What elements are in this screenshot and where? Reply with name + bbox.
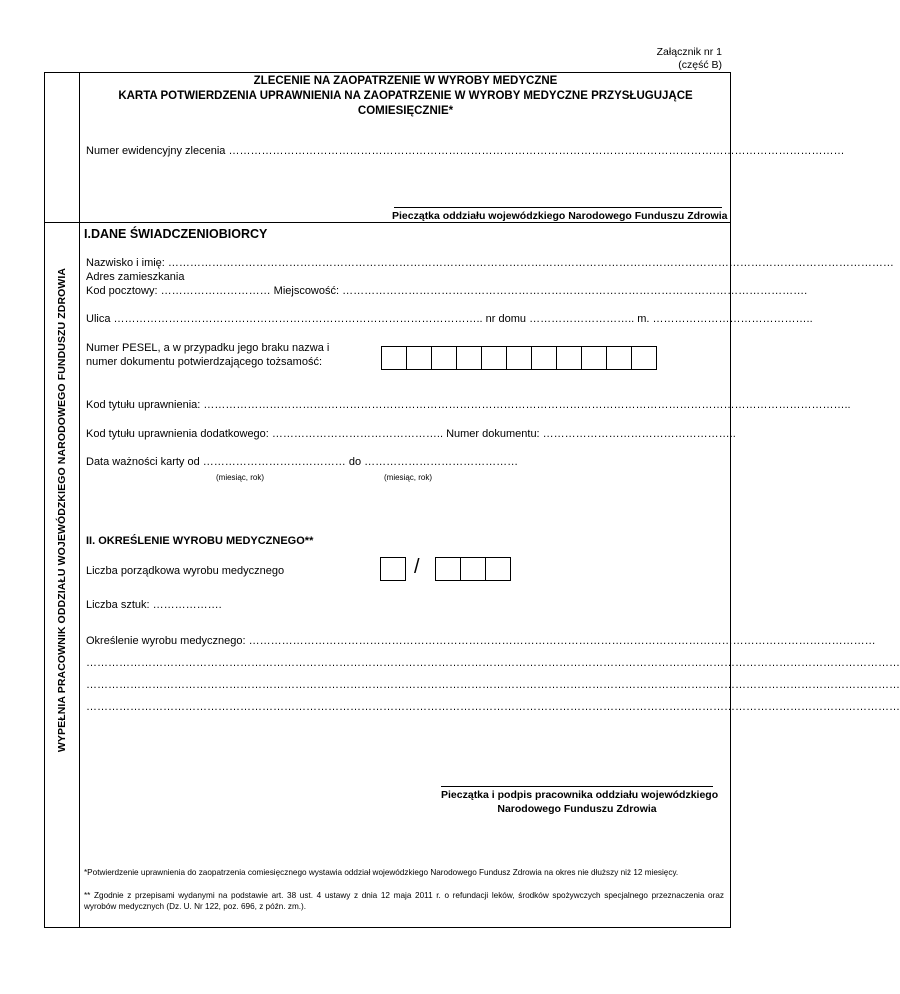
ordinal-box-left[interactable] <box>380 557 406 581</box>
name-field[interactable]: Nazwisko i imię: ……………………………………………………………………………………………………………………………………………………………………………… <box>86 257 894 269</box>
pesel-label-1: Numer PESEL, a w przypadku jego braku nazwa i <box>86 342 330 354</box>
pesel-box[interactable] <box>606 346 632 370</box>
signature-label-1: Pieczątka i podpis pracownika oddziału wojewódzkiego <box>441 789 719 801</box>
pesel-box[interactable] <box>481 346 507 370</box>
address-label: Adres zamieszkania <box>86 271 185 283</box>
title-order: ZLECENIE NA ZAOPATRZENIE W WYROBY MEDYCZNE <box>253 75 558 87</box>
postal-city-field[interactable]: Kod pocztowy: ………………………… Miejscowość: ………………………………………………………………………………………………………………. <box>86 285 808 297</box>
pesel-box[interactable] <box>531 346 557 370</box>
signature-label-2: Narodowego Funduszu Zdrowia <box>497 803 657 815</box>
section2-heading: II. OKREŚLENIE WYROBU MEDYCZNEGO** <box>86 535 314 547</box>
annex-number: Załącznik nr 1 <box>656 46 722 58</box>
quantity-field[interactable]: Liczba sztuk: ………………. <box>86 599 222 611</box>
ordinal-label: Liczba porządkowa wyrobu medycznego <box>86 565 285 577</box>
ordinal-box[interactable] <box>380 557 406 581</box>
extra-entitlement-field[interactable]: Kod tytułu uprawnienia dodatkowego: ……………………………………….. Numer dokumentu: …………………………………………….. <box>86 428 736 440</box>
title-card: KARTA POTWIERDZENIA UPRAWNIENIA NA ZAOPATRZENIE W WYROBY MEDYCZNE PRZYSŁUGUJĄCE <box>118 90 693 102</box>
device-spec-line-3[interactable]: …………………………………………………………………………………………………………………………………………………………………………………………………… <box>86 679 900 691</box>
pesel-box[interactable] <box>381 346 407 370</box>
pesel-box[interactable] <box>506 346 532 370</box>
title-monthly: COMIESIĘCZNIE* <box>357 105 454 117</box>
section-divider <box>80 222 731 223</box>
ordinal-box[interactable] <box>485 557 511 581</box>
stamp-line <box>394 207 722 208</box>
pesel-box[interactable] <box>406 346 432 370</box>
side-label: WYPEŁNIA PRACOWNIK ODDZIAŁU WOJEWÓDZKIEGO NARODOWEGO FUNDUSZU ZDROWIA <box>56 267 68 753</box>
month-year-hint-to: (miesiąc, rok) <box>384 473 433 482</box>
pesel-box[interactable] <box>581 346 607 370</box>
street-field[interactable]: Ulica ……………………………………………………………………………………….. nr domu ……………………….. m. …………………………………….. <box>86 313 813 325</box>
device-spec-line-2[interactable]: …………………………………………………………………………………………………………………………………………………………………………………………………… <box>86 657 900 669</box>
order-number-field[interactable]: Numer ewidencyjny zlecenia …………………………………………………………………………………………………………………………………………………… <box>86 145 845 157</box>
ordinal-box[interactable] <box>460 557 486 581</box>
signature-line <box>441 786 713 787</box>
stamp-label: Pieczątka oddziału wojewódzkiego Narodowego Funduszu Zdrowia <box>392 210 728 222</box>
pesel-box[interactable] <box>431 346 457 370</box>
pesel-box[interactable] <box>456 346 482 370</box>
month-year-hint-from: (miesiąc, rok) <box>216 473 265 482</box>
pesel-box[interactable] <box>556 346 582 370</box>
ordinal-boxes-right[interactable] <box>435 557 511 581</box>
annex-part: (część B) <box>678 59 722 71</box>
pesel-box[interactable] <box>631 346 657 370</box>
pesel-label-2: numer dokumentu potwierdzającego tożsamość: <box>86 356 323 368</box>
side-column-divider <box>44 222 80 223</box>
validity-field[interactable]: Data ważności karty od ………………………………… do …………………………………… <box>86 456 519 468</box>
entitlement-code-field[interactable]: Kod tytułu uprawnienia: …………………………….…………………………………………………………………………………………………………………………….. <box>86 399 851 411</box>
pesel-boxes[interactable] <box>381 346 657 370</box>
device-spec-line-4[interactable]: …………………………………………………………………………………………………………………………………………………………………………………………………… <box>86 701 900 713</box>
ordinal-slash: / <box>414 556 420 578</box>
footnote-2: ** Zgodnie z przepisami wydanymi na podstawie art. 38 ust. 4 ustawy z dnia 12 maja 2011 r. o refundacji leków, środków spożywczych specjalnego przeznaczenia oraz wyrobów medycznych (Dz. U. Nr 122, poz. 696, z późn. zm.). <box>84 891 724 911</box>
ordinal-box[interactable] <box>435 557 461 581</box>
device-spec-field[interactable]: Określenie wyrobu medycznego: ……………………………………………………………………………………………………………………………………………………… <box>86 635 876 647</box>
section1-heading: I.DANE ŚWIADCZENIOBIORCY <box>84 227 268 241</box>
footnote-1: *Potwierdzenie uprawnienia do zaopatrzenia comiesięcznego wystawia oddział wojewódzkiego Narodowego Fundusz Zdrowia na okres nie dłuższy niż 12 miesięcy. <box>84 868 679 877</box>
